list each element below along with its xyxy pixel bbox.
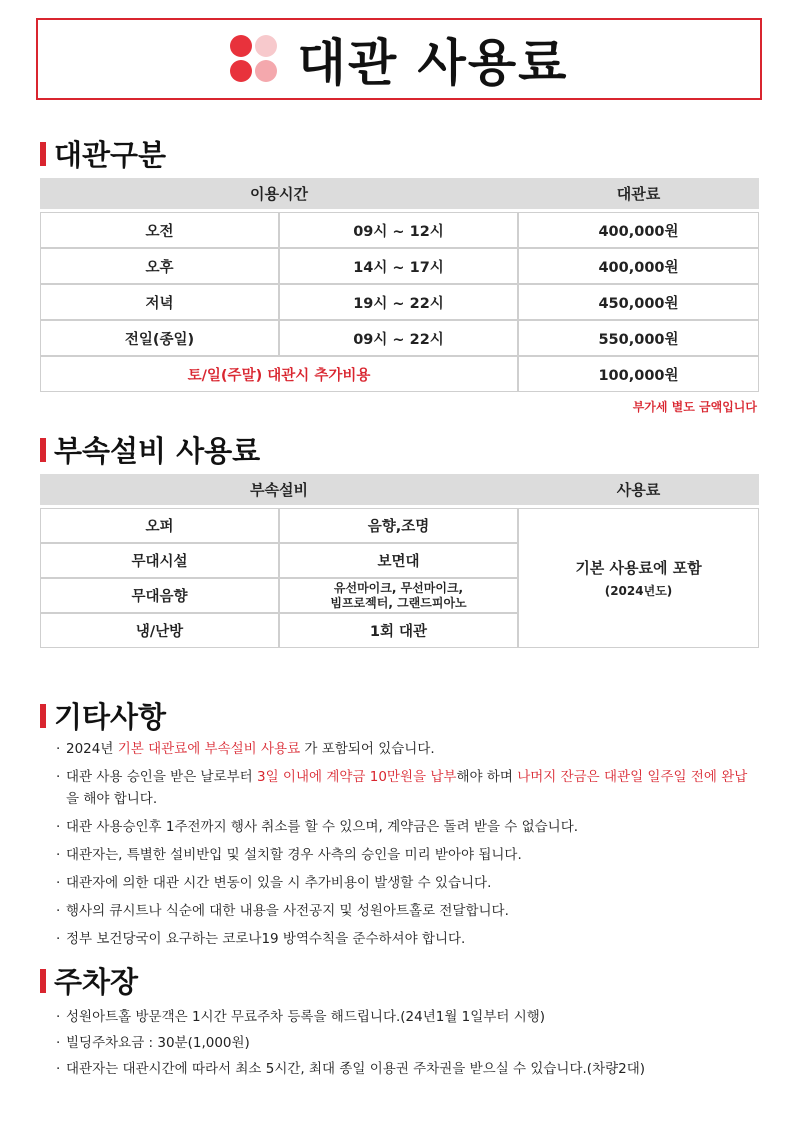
table-header-row bbox=[40, 178, 759, 209]
row-time: 19시 ~ 22시 bbox=[279, 284, 518, 320]
list-item bbox=[56, 766, 756, 810]
equip-detail bbox=[279, 578, 518, 613]
equip-detail: 보면대 bbox=[279, 543, 518, 578]
equip-detail-line: 유선마이크, 무선마이크, bbox=[333, 580, 464, 595]
table-row bbox=[40, 248, 759, 284]
row-time: 09시 ~ 22시 bbox=[279, 320, 518, 356]
section-parking-heading bbox=[40, 960, 138, 1001]
list-item: · 대관자에 의한 대관 시간 변동이 있을 시 추가비용이 발생할 수 있습니다. bbox=[56, 872, 756, 894]
heading-bar bbox=[40, 438, 46, 462]
text: 해야 하며 bbox=[456, 769, 518, 785]
row-label: 오후 bbox=[40, 248, 279, 284]
equip-detail-line: 빔프로젝터, 그랜드피아노 bbox=[330, 595, 467, 610]
section-rental-heading bbox=[40, 133, 166, 174]
highlight: 기본 대관료에 부속설비 사용료 bbox=[117, 741, 301, 757]
equip-detail: 1회 대관 bbox=[279, 613, 518, 648]
heading-bar bbox=[40, 969, 46, 993]
fee-main: 기본 사용료에 포함 bbox=[575, 559, 702, 577]
equip-detail: 음향,조명 bbox=[279, 508, 518, 543]
equip-name: 냉/난방 bbox=[40, 613, 279, 648]
title-banner bbox=[36, 18, 762, 100]
row-time: 14시 ~ 17시 bbox=[279, 248, 518, 284]
row-fee: 400,000원 bbox=[518, 212, 759, 248]
table-header-row bbox=[40, 474, 759, 505]
rental-table bbox=[40, 178, 759, 392]
equipment-table bbox=[40, 474, 759, 648]
list-item: · 대관 사용승인후 1주전까지 행사 취소를 할 수 있으며, 계약금은 돌려 받을 수 없습니다. bbox=[56, 816, 756, 838]
equip-fee-cell bbox=[518, 508, 759, 648]
heading-bar bbox=[40, 142, 46, 166]
section-title: 주차장 bbox=[54, 965, 139, 999]
equip-name: 무대음향 bbox=[40, 578, 279, 613]
page-title: 대관 사용료 bbox=[297, 34, 569, 92]
section-title: 대관구분 bbox=[54, 138, 167, 172]
list-item: · 행사의 큐시트나 식순에 대한 내용을 사전공지 및 성원아트홀로 전달합니다. bbox=[56, 900, 756, 922]
heading-bar bbox=[40, 704, 46, 728]
equip-name: 무대시설 bbox=[40, 543, 279, 578]
col-header-fee: 대관료 bbox=[518, 178, 759, 209]
list-item bbox=[56, 738, 756, 760]
logo-dot bbox=[255, 60, 277, 82]
table-row bbox=[40, 284, 759, 320]
section-title: 부속설비 사용료 bbox=[54, 434, 261, 468]
col-header-time: 이용시간 bbox=[40, 178, 518, 209]
list-item: · 빌딩주차요금 : 30분(1,000원) bbox=[56, 1030, 756, 1056]
list-item: · 대관자는, 특별한 설비반입 및 설치할 경우 사측의 승인을 미리 받아야 됩니다. bbox=[56, 844, 756, 866]
vat-note: 부가세 별도 금액입니다 bbox=[632, 400, 757, 414]
etc-list bbox=[56, 738, 756, 956]
row-time: 09시 ~ 12시 bbox=[279, 212, 518, 248]
text: 을 해야 합니다. bbox=[66, 791, 158, 807]
text: 대관 사용 승인을 받은 날로부터 bbox=[66, 769, 257, 785]
list-item: · 대관자는 대관시간에 따라서 최소 5시간, 최대 종일 이용권 주차권을 받으실 수 있습니다.(차량2대) bbox=[56, 1056, 756, 1082]
section-equipment-heading bbox=[40, 429, 260, 470]
weekend-fee: 100,000원 bbox=[518, 356, 759, 392]
highlight: 나머지 잔금은 대관일 일주일 전에 완납 bbox=[517, 769, 748, 785]
text: 가 포함되어 있습니다. bbox=[300, 741, 435, 757]
row-fee: 550,000원 bbox=[518, 320, 759, 356]
table-row-weekend bbox=[40, 356, 759, 392]
fee-sub: (2024년도) bbox=[604, 584, 673, 598]
list-item: · 정부 보건당국이 요구하는 코로나19 방역수칙을 준수하셔야 합니다. bbox=[56, 928, 756, 950]
logo-dot bbox=[230, 60, 252, 82]
highlight: 3일 이내에 계약금 10만원을 납부 bbox=[257, 769, 457, 785]
row-label: 저녁 bbox=[40, 284, 279, 320]
row-fee: 400,000원 bbox=[518, 248, 759, 284]
col-header-item: 부속설비 bbox=[40, 474, 518, 505]
table-row bbox=[40, 212, 759, 248]
table-row bbox=[40, 320, 759, 356]
logo-dot bbox=[230, 35, 252, 57]
row-label: 오전 bbox=[40, 212, 279, 248]
text: 2024년 bbox=[66, 741, 118, 757]
equip-name: 오퍼 bbox=[40, 508, 279, 543]
parking-list bbox=[56, 1004, 756, 1082]
col-header-fee: 사용료 bbox=[518, 474, 759, 505]
logo-dot bbox=[255, 35, 277, 57]
table-row bbox=[40, 508, 759, 543]
section-etc-heading bbox=[40, 695, 166, 736]
weekend-label: 토/일(주말) 대관시 추가비용 bbox=[40, 356, 518, 392]
section-title: 기타사항 bbox=[54, 700, 167, 734]
row-label: 전일(종일) bbox=[40, 320, 279, 356]
dots-logo-icon bbox=[230, 35, 280, 83]
list-item: · 성원아트홀 방문객은 1시간 무료주차 등록을 해드립니다.(24년1월 1일부터 시행) bbox=[56, 1004, 756, 1030]
row-fee: 450,000원 bbox=[518, 284, 759, 320]
